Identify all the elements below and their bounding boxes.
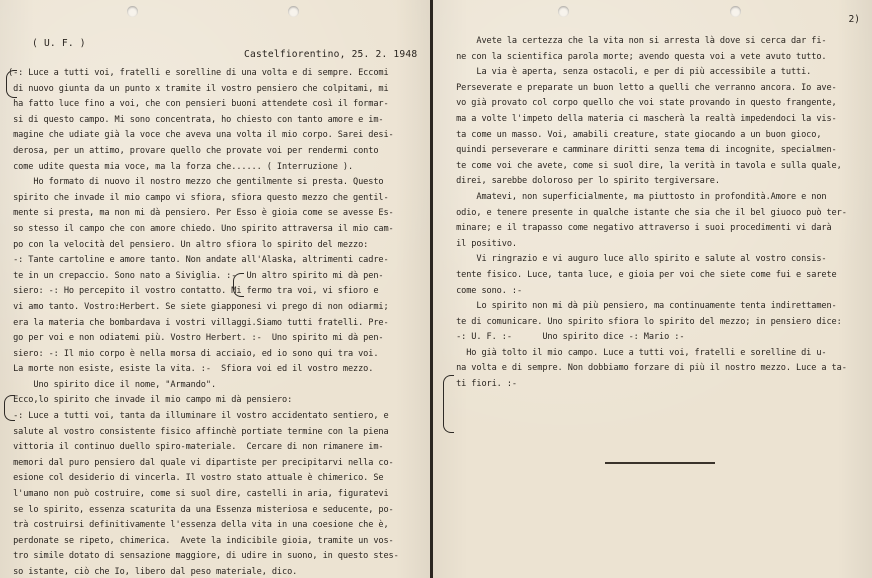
end-rule xyxy=(605,462,715,464)
text-line: tente fisico. Luce, tanta luce, e gioia per voi che siete come fui e sarete xyxy=(451,269,837,280)
text-line: ha fatto luce fino a voi, che con pensieri buoni attendete così il formar- xyxy=(8,99,389,110)
text-line: Ho formato di nuovo il nostro mezzo che gentilmente si presta. Questo xyxy=(8,177,384,188)
text-line: ma a volte l'impeto della materia ci mascherà la realtà impedendoci la vis- xyxy=(451,113,837,124)
text-line: ti fiori. :- xyxy=(451,379,517,390)
punch-hole xyxy=(288,6,299,17)
page-number: 2) xyxy=(848,14,860,25)
text-line: se lo spirito, essenza scaturita da una Essenza misteriosa e seducente, po- xyxy=(8,504,394,515)
pencil-bracket-mark xyxy=(443,375,454,433)
text-line: La morte non esiste, esiste la vita. :- Sfiora voi ed il vostro mezzo. xyxy=(8,364,374,375)
text-line: -: Tante cartoline e amore tanto. Non andate all'Alaska, altrimenti cadre- xyxy=(8,255,389,266)
text-line: vittoria il continuo duello spiro-materiale. Cercare di non rimanere im- xyxy=(8,442,384,453)
pencil-bracket-mark xyxy=(4,395,15,421)
text-line: mente si presta, ma non mi dà pensiero. Per Esso è gioia come se avesse Es- xyxy=(8,208,394,219)
header-place-date: Castelfiorentino, 25. 2. 1948 xyxy=(244,49,418,60)
text-line: Amatevi, non superficialmente, ma piuttosto in profondità.Amore e non xyxy=(451,191,827,202)
text-line: perdonate se ripeto, chimerica. Avete la indicibile gioia, tramite un vos- xyxy=(8,535,394,546)
pencil-bracket-mark xyxy=(233,273,244,297)
text-line: Ecco,lo spirito che invade il mio campo mi dà pensiero: xyxy=(8,395,293,406)
text-line: -: Luce a tutti voi, tanta da illuminare il vostro accidentato sentiero, e xyxy=(8,411,389,422)
text-line: esione col desiderio di vincerla. Il vostro stato attuale è chimerico. Se xyxy=(8,473,384,484)
text-line: Perseverate e preparate un buon letto a quelli che verranno ancora. Io ave- xyxy=(451,82,837,93)
text-line: come sono. :- xyxy=(451,285,523,296)
text-line: siero: -: Il mio corpo è nella morsa di acciaio, ed io sono qui tra voi. xyxy=(8,348,379,359)
text-line: memori dal puro pensiero dal quale vi dipartiste per precipitarvi nella co- xyxy=(8,457,394,468)
text-line: come udite questa mia voce, ma la forza che...... ( Interruzione ). xyxy=(8,161,354,172)
text-line: era la materia che bombardava i vostri villaggi.Siamo tutti fratelli. Pre- xyxy=(8,317,389,328)
text-line: ta come un masso. Voi, amabili creature, state giocando a un buon gioco, xyxy=(451,129,822,140)
text-line: so istante, ciò che Io, libero dal peso materiale, dico. xyxy=(8,567,298,577)
text-line: odio, e tenere presente in qualche istante che sia che il bel giuoco può ter- xyxy=(451,207,847,218)
text-line: po con la velocità del pensiero. Un altro sfiora lo spirito del mezzo: xyxy=(8,239,369,250)
text-line: go per voi e non odiatemi più. Vostro Herbert. :- Uno spirito mi dà pen- xyxy=(8,333,384,344)
text-line: tro simile dotato di sensazione maggiore, di udire in suono, in questo stes- xyxy=(8,551,399,562)
left-page-text xyxy=(8,66,424,578)
text-line: te come voi che avete, come si suol dire, la verità in tavola e sulla quale, xyxy=(451,160,842,171)
text-line: il positivo. xyxy=(451,238,517,249)
text-line: salute al vostro consistente fisico affinchè portiate termine con la piena xyxy=(8,426,389,437)
text-line: vi amo tanto. Vostro:Herbert. Se siete giapponesi vi prego di non odiarmi; xyxy=(8,301,389,312)
text-line: direi, sarebbe doloroso per lo spirito tergiversare. xyxy=(451,176,720,187)
text-line: trà costruirsi definitivamente l'essenza della vita in una coesione che è, xyxy=(8,520,389,531)
text-line: derosa, per un attimo, provare quello che provate voi per rendermi conto xyxy=(8,145,379,156)
text-line: minare; e il trapasso come negativo attraverso i suoi procedimenti vi darà xyxy=(451,223,832,234)
right-page xyxy=(433,0,872,578)
text-line: Ho già tolto il mio campo. Luce a tutti voi, fratelli e sorelline di u- xyxy=(451,347,827,358)
text-line: Uno spirito dice il nome, "Armando". xyxy=(8,379,217,390)
right-page-text xyxy=(451,34,866,393)
text-line: ne con la scientifica parola morte; avendo questa voi a vete avuto tutto. xyxy=(451,51,827,62)
text-line: (-: Luce a tutti voi, fratelli e sorelline di una volta e di sempre. Eccomi xyxy=(8,68,389,78)
text-line: spirito che invade il mio campo vi sfiora, sfiora questo mezzo che gentil- xyxy=(8,192,389,203)
page-header xyxy=(22,27,420,71)
text-line: La via è aperta, senza ostacoli, e per di più accessibile a tutti. xyxy=(451,67,812,78)
text-line: vo già provato col corpo quello che voi state provando in questo frangente, xyxy=(451,98,837,109)
text-line: Lo spirito non mi dà più pensiero, ma continuamente tenta indirettamen- xyxy=(451,301,837,312)
text-line: na volta e di sempre. Non dobbiamo forzare di più il nostro mezzo. Luce a ta- xyxy=(451,363,847,374)
pencil-bracket-mark xyxy=(6,70,17,98)
text-line: Avete la certezza che la vita non si arresta là dove si cerca dar fi- xyxy=(451,36,827,46)
text-line: so stesso il campo che con amore chiedo. Uno spirito attraversa il mio cam- xyxy=(8,223,394,234)
punch-hole xyxy=(558,6,569,17)
text-line: te di comunicare. Uno spirito sfiora lo spirito del mezzo; in pensiero dice: xyxy=(451,316,842,327)
text-line: di nuovo giunta da un punto x tramite il vostro pensiero che colpitami, mi xyxy=(8,83,389,94)
text-line: l'umano non può costruire, come si suol dire, castelli in aria, figuratevi xyxy=(8,489,389,500)
text-line: Vi ringrazio e vi auguro luce allo spirito e salute al vostro consis- xyxy=(451,254,827,265)
text-line: te in un crepaccio. Sono nato a Siviglia. :- Un altro spirito mi dà pen- xyxy=(8,270,384,281)
text-line: quindi perseverare e camminare diritti senza tema di incognite, specialmen- xyxy=(451,145,837,156)
text-line: siero: -: Ho percepito il vostro contatto. Mi fermo tra voi, vi sfioro e xyxy=(8,286,379,297)
punch-hole xyxy=(730,6,741,17)
punch-hole xyxy=(127,6,138,17)
header-initials: ( U. F. ) xyxy=(32,38,86,49)
left-page xyxy=(0,0,430,578)
text-line: -: U. F. :- Uno spirito dice -: Mario :- xyxy=(451,332,685,343)
text-line: magine che udiate già la voce che aveva una volta il mio corpo. Sarei desi- xyxy=(8,130,394,141)
text-line: si di questo campo. Mi sono concentrata, ho chiesto con tanto amore e im- xyxy=(8,114,384,125)
